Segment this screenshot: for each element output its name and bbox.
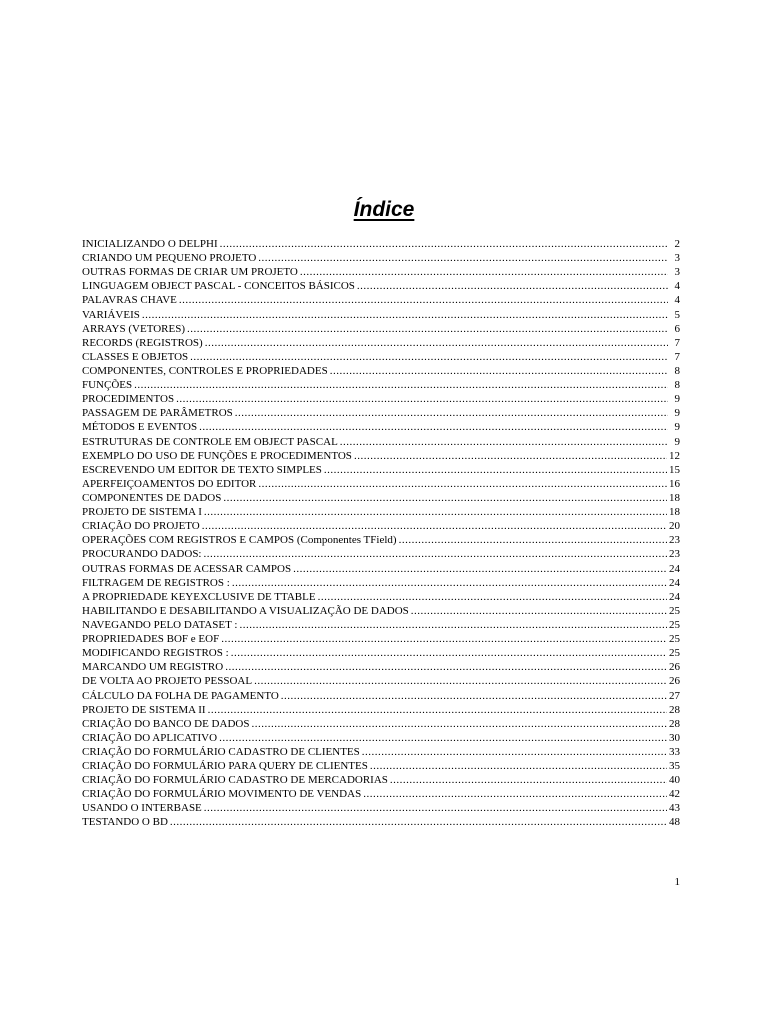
toc-entry[interactable] (82, 322, 680, 336)
toc-entry-title: DE VOLTA AO PROJETO PESSOAL (82, 675, 253, 688)
toc-entry[interactable] (82, 519, 680, 533)
toc-entry-page: 4 (674, 294, 680, 307)
toc-entry-page: 40 (669, 774, 680, 787)
toc-entry-page: 8 (674, 379, 680, 392)
toc-entry[interactable] (82, 801, 680, 815)
toc-leader-dots (223, 491, 667, 505)
toc-entry[interactable] (82, 477, 680, 491)
toc-entry-title: TESTANDO O BD (82, 816, 168, 829)
toc-leader-dots (187, 322, 668, 336)
toc-leader-dots (232, 576, 667, 590)
toc-entry-title: CLASSES E OBJETOS (82, 350, 189, 363)
toc-entry[interactable] (82, 815, 680, 829)
toc-entry-page: 6 (674, 322, 680, 335)
toc-entry-page: 24 (669, 590, 680, 603)
toc-entry[interactable] (82, 646, 680, 660)
toc-entry-page: 30 (669, 731, 680, 744)
toc-entry[interactable] (82, 533, 680, 547)
toc-leader-dots (357, 279, 668, 293)
toc-entry-title: ESCREVENDO UM EDITOR DE TEXTO SIMPLES (82, 463, 322, 476)
toc-leader-dots (293, 562, 667, 576)
toc-entry-page: 12 (669, 449, 680, 462)
toc-entry-page: 9 (674, 435, 680, 448)
toc-leader-dots (208, 703, 667, 717)
toc-entry[interactable] (82, 562, 680, 576)
toc-entry-title: PROCURANDO DADOS: (82, 548, 202, 561)
toc-leader-dots (390, 773, 667, 787)
toc-leader-dots (318, 590, 667, 604)
toc-entry-title: HABILITANDO E DESABILITANDO A VISUALIZAÇÃO DE DADOS (82, 604, 409, 617)
toc-entry[interactable] (82, 745, 680, 759)
toc-entry-title: USANDO O INTERBASE (82, 802, 202, 815)
toc-entry-title: FILTRAGEM DE REGISTROS : (82, 576, 230, 589)
toc-entry-page: 26 (669, 675, 680, 688)
toc-leader-dots (231, 646, 667, 660)
toc-entry[interactable] (82, 308, 680, 322)
toc-leader-dots (190, 350, 668, 364)
toc-entry-page: 4 (674, 280, 680, 293)
toc-entry[interactable] (82, 392, 680, 406)
toc-entry[interactable] (82, 703, 680, 717)
toc-entry-page: 8 (674, 364, 680, 377)
toc-entry-page: 5 (674, 308, 680, 321)
toc-leader-dots (340, 435, 668, 449)
toc-entry-page: 25 (669, 604, 680, 617)
toc-entry[interactable] (82, 632, 680, 646)
toc-entry[interactable] (82, 491, 680, 505)
toc-leader-dots (354, 449, 667, 463)
page-title: Índice (353, 198, 415, 221)
toc-leader-dots (204, 801, 667, 815)
toc-entry-page: 27 (669, 689, 680, 702)
toc-entry[interactable] (82, 717, 680, 731)
toc-entry[interactable] (82, 576, 680, 590)
toc-entry[interactable] (82, 618, 680, 632)
table-of-contents (82, 237, 680, 830)
toc-entry-title: CRIAÇÃO DO PROJETO (82, 520, 200, 533)
toc-leader-dots (239, 618, 667, 632)
toc-entry[interactable] (82, 759, 680, 773)
toc-entry-title: ESTRUTURAS DE CONTROLE EM OBJECT PASCAL (82, 435, 338, 448)
toc-entry-page: 18 (669, 491, 680, 504)
toc-entry[interactable] (82, 773, 680, 787)
toc-leader-dots (225, 660, 667, 674)
toc-entry-page: 20 (669, 520, 680, 533)
toc-entry[interactable] (82, 336, 680, 350)
toc-entry-title: PROPRIEDADES BOF e EOF (82, 633, 220, 646)
toc-entry-page: 7 (674, 350, 680, 363)
toc-entry-title: PASSAGEM DE PARÂMETROS (82, 407, 233, 420)
toc-entry-page: 25 (669, 647, 680, 660)
toc-entry-title: CRIAÇÃO DO FORMULÁRIO MOVIMENTO DE VENDAS (82, 788, 362, 801)
toc-entry[interactable] (82, 463, 680, 477)
toc-entry-title: COMPONENTES, CONTROLES E PROPRIEDADES (82, 364, 328, 377)
toc-entry[interactable] (82, 660, 680, 674)
toc-entry-title: CRIAÇÃO DO FORMULÁRIO CADASTRO DE MERCADORIAS (82, 774, 388, 787)
toc-entry[interactable] (82, 787, 680, 801)
toc-entry-page: 24 (669, 562, 680, 575)
toc-leader-dots (300, 265, 668, 279)
toc-entry[interactable] (82, 547, 680, 561)
toc-entry-page: 28 (669, 703, 680, 716)
toc-entry-title: OUTRAS FORMAS DE ACESSAR CAMPOS (82, 562, 292, 575)
toc-leader-dots (199, 420, 668, 434)
toc-entry-page: 26 (669, 661, 680, 674)
toc-leader-dots (221, 632, 667, 646)
toc-leader-dots (258, 477, 667, 491)
toc-entry-page: 28 (669, 717, 680, 730)
toc-entry-page: 9 (674, 421, 680, 434)
toc-entry-page: 25 (669, 633, 680, 646)
toc-entry-title: CRIAÇÃO DO BANCO DE DADOS (82, 717, 250, 730)
toc-leader-dots (370, 759, 667, 773)
toc-entry[interactable] (82, 265, 680, 279)
toc-entry-title: INICIALIZANDO O DELPHI (82, 238, 218, 250)
page-number: 1 (674, 876, 680, 888)
toc-entry-page: 9 (674, 407, 680, 420)
toc-leader-dots (204, 505, 667, 519)
toc-entry-title: MODIFICANDO REGISTROS : (82, 647, 229, 660)
toc-entry-title: PROJETO DE SISTEMA II (82, 703, 206, 716)
toc-entry-title: NAVEGANDO PELO DATASET : (82, 618, 238, 631)
toc-entry[interactable] (82, 406, 680, 420)
toc-entry-page: 35 (669, 760, 680, 773)
toc-leader-dots (134, 378, 668, 392)
toc-entry[interactable] (82, 350, 680, 364)
toc-entry[interactable] (82, 449, 680, 463)
toc-leader-dots (204, 547, 668, 561)
toc-entry-page: 2 (674, 238, 680, 250)
toc-entry[interactable] (82, 674, 680, 688)
toc-entry-page: 3 (674, 252, 680, 265)
toc-entry-title: OPERAÇÕES COM REGISTROS E CAMPOS (Componentes TField) (82, 534, 397, 547)
toc-entry[interactable] (82, 731, 680, 745)
toc-leader-dots (281, 689, 667, 703)
toc-leader-dots (363, 787, 667, 801)
toc-entry[interactable] (82, 505, 680, 519)
toc-entry-title: VARIÁVEIS (82, 308, 140, 321)
toc-leader-dots (254, 674, 667, 688)
toc-entry-title: PROCEDIMENTOS (82, 393, 175, 406)
toc-entry[interactable] (82, 435, 680, 449)
toc-entry-page: 48 (669, 816, 680, 829)
toc-entry-page: 42 (669, 788, 680, 801)
toc-entry[interactable] (82, 604, 680, 618)
toc-entry-page: 15 (669, 463, 680, 476)
toc-entry[interactable] (82, 420, 680, 434)
toc-leader-dots (399, 533, 667, 547)
toc-entry-page: 33 (669, 745, 680, 758)
toc-entry-title: CRIAÇÃO DO FORMULÁRIO CADASTRO DE CLIENTES (82, 745, 360, 758)
toc-entry[interactable] (82, 590, 680, 604)
toc-entry-title: OUTRAS FORMAS DE CRIAR UM PROJETO (82, 266, 298, 279)
toc-entry-title: RECORDS (REGISTROS) (82, 336, 203, 349)
toc-entry[interactable] (82, 237, 680, 251)
toc-entry-page: 16 (669, 477, 680, 490)
toc-leader-dots (142, 308, 668, 322)
toc-entry-title: CRIANDO UM PEQUENO PROJETO (82, 252, 257, 265)
toc-entry-page: 18 (669, 506, 680, 519)
toc-entry-title: ARRAYS (VETORES) (82, 322, 185, 335)
toc-entry[interactable] (82, 689, 680, 703)
toc-entry-title: PALAVRAS CHAVE (82, 294, 177, 307)
toc-entry[interactable] (82, 279, 680, 293)
toc-entry-title: APERFEIÇOAMENTOS DO EDITOR (82, 477, 257, 490)
toc-entry-title: CÁLCULO DA FOLHA DE PAGAMENTO (82, 689, 279, 702)
toc-entry[interactable] (82, 364, 680, 378)
toc-entry-page: 25 (669, 618, 680, 631)
toc-entry-title: MÉTODOS E EVENTOS (82, 421, 198, 434)
toc-leader-dots (205, 336, 668, 350)
toc-entry-title: CRIAÇÃO DO FORMULÁRIO PARA QUERY DE CLIENTES (82, 760, 368, 773)
toc-leader-dots (235, 406, 668, 420)
toc-leader-dots (176, 392, 668, 406)
toc-leader-dots (170, 815, 667, 829)
toc-entry-page: 3 (674, 266, 680, 279)
toc-leader-dots (220, 237, 668, 251)
toc-entry[interactable] (82, 378, 680, 392)
toc-entry-title: COMPONENTES DE DADOS (82, 491, 222, 504)
toc-entry[interactable] (82, 293, 680, 307)
toc-entry-title: CRIAÇÃO DO APLICATIVO (82, 731, 218, 744)
toc-entry-page: 23 (669, 548, 680, 561)
toc-entry-page: 43 (669, 802, 680, 815)
toc-leader-dots (411, 604, 667, 618)
toc-entry-title: FUNÇÕES (82, 379, 133, 392)
toc-leader-dots (258, 251, 668, 265)
toc-entry-page: 24 (669, 576, 680, 589)
toc-entry-page: 23 (669, 534, 680, 547)
toc-entry-title: LINGUAGEM OBJECT PASCAL - CONCEITOS BÁSICOS (82, 280, 355, 293)
toc-entry[interactable] (82, 251, 680, 265)
toc-entry-page: 9 (674, 393, 680, 406)
toc-leader-dots (330, 364, 668, 378)
toc-entry-page: 7 (674, 336, 680, 349)
toc-entry-title: EXEMPLO DO USO DE FUNÇÕES E PROCEDIMENTOS (82, 449, 352, 462)
toc-leader-dots (179, 293, 668, 307)
toc-leader-dots (324, 463, 667, 477)
toc-leader-dots (202, 519, 667, 533)
toc-entry-title: PROJETO DE SISTEMA I (82, 506, 202, 519)
toc-entry-title: MARCANDO UM REGISTRO (82, 661, 224, 674)
toc-leader-dots (362, 745, 667, 759)
toc-leader-dots (251, 717, 667, 731)
toc-entry-title: A PROPRIEDADE KEYEXCLUSIVE DE TTABLE (82, 590, 316, 603)
toc-leader-dots (219, 731, 667, 745)
